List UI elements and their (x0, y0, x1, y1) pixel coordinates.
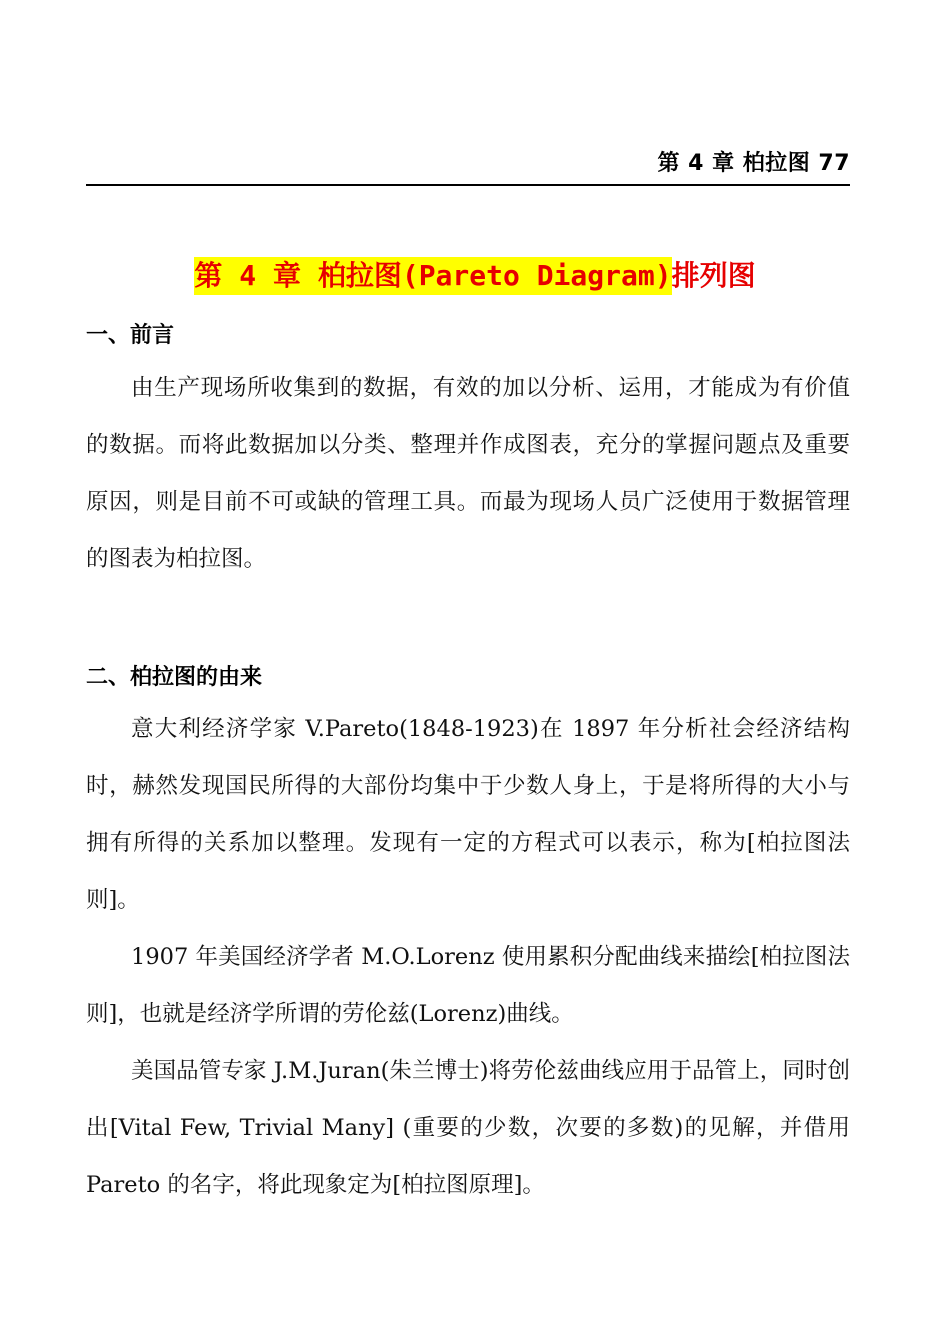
section-heading-preface: 一、前言 (86, 323, 175, 348)
paragraph-origin-1: 意大利经济学家 V.Pareto(1848-1923)在 1897 年分析社会经济结构时，赫然发现国民所得的大部份均集中于少数人身上，于是将所得的大小与拥有所得的关系加以整理。发现有一定的方程式可以表示，称为[柏拉图法则]。 (86, 716, 850, 913)
chapter-title (0, 254, 950, 294)
paragraph-origin-2: 1907 年美国经济学者 M.O.Lorenz 使用累积分配曲线来描绘[柏拉图法则]，也就是经济学所谓的劳伦兹(Lorenz)曲线。 (86, 944, 850, 1027)
section-heading-origin: 二、柏拉图的由来 (86, 665, 263, 690)
running-header: 第 4 章 柏拉图 77 (657, 151, 850, 176)
page-header (86, 138, 850, 186)
chapter-title-highlight: 第 4 章 柏拉图(Pareto Diagram) (194, 257, 671, 295)
paragraph-preface: 由生产现场所收集到的数据，有效的加以分析、运用，才能成为有价值的数据。而将此数据加以分类、整理并作成图表，充分的掌握问题点及重要原因，则是目前不可或缺的管理工具。而最为现场人员广泛使用于数据管理的图表为柏拉图。 (86, 375, 850, 572)
chapter-title-suffix: 排列图 (671, 259, 756, 292)
paragraph-origin-3: 美国品管专家 J.M.Juran(朱兰博士)将劳伦兹曲线应用于品管上，同时创出[Vital Few, Trivial Many] (重要的少数，次要的多数)的见解，并借用 Pareto 的名字，将此现象定为[柏拉图原理]。 (86, 1058, 850, 1198)
